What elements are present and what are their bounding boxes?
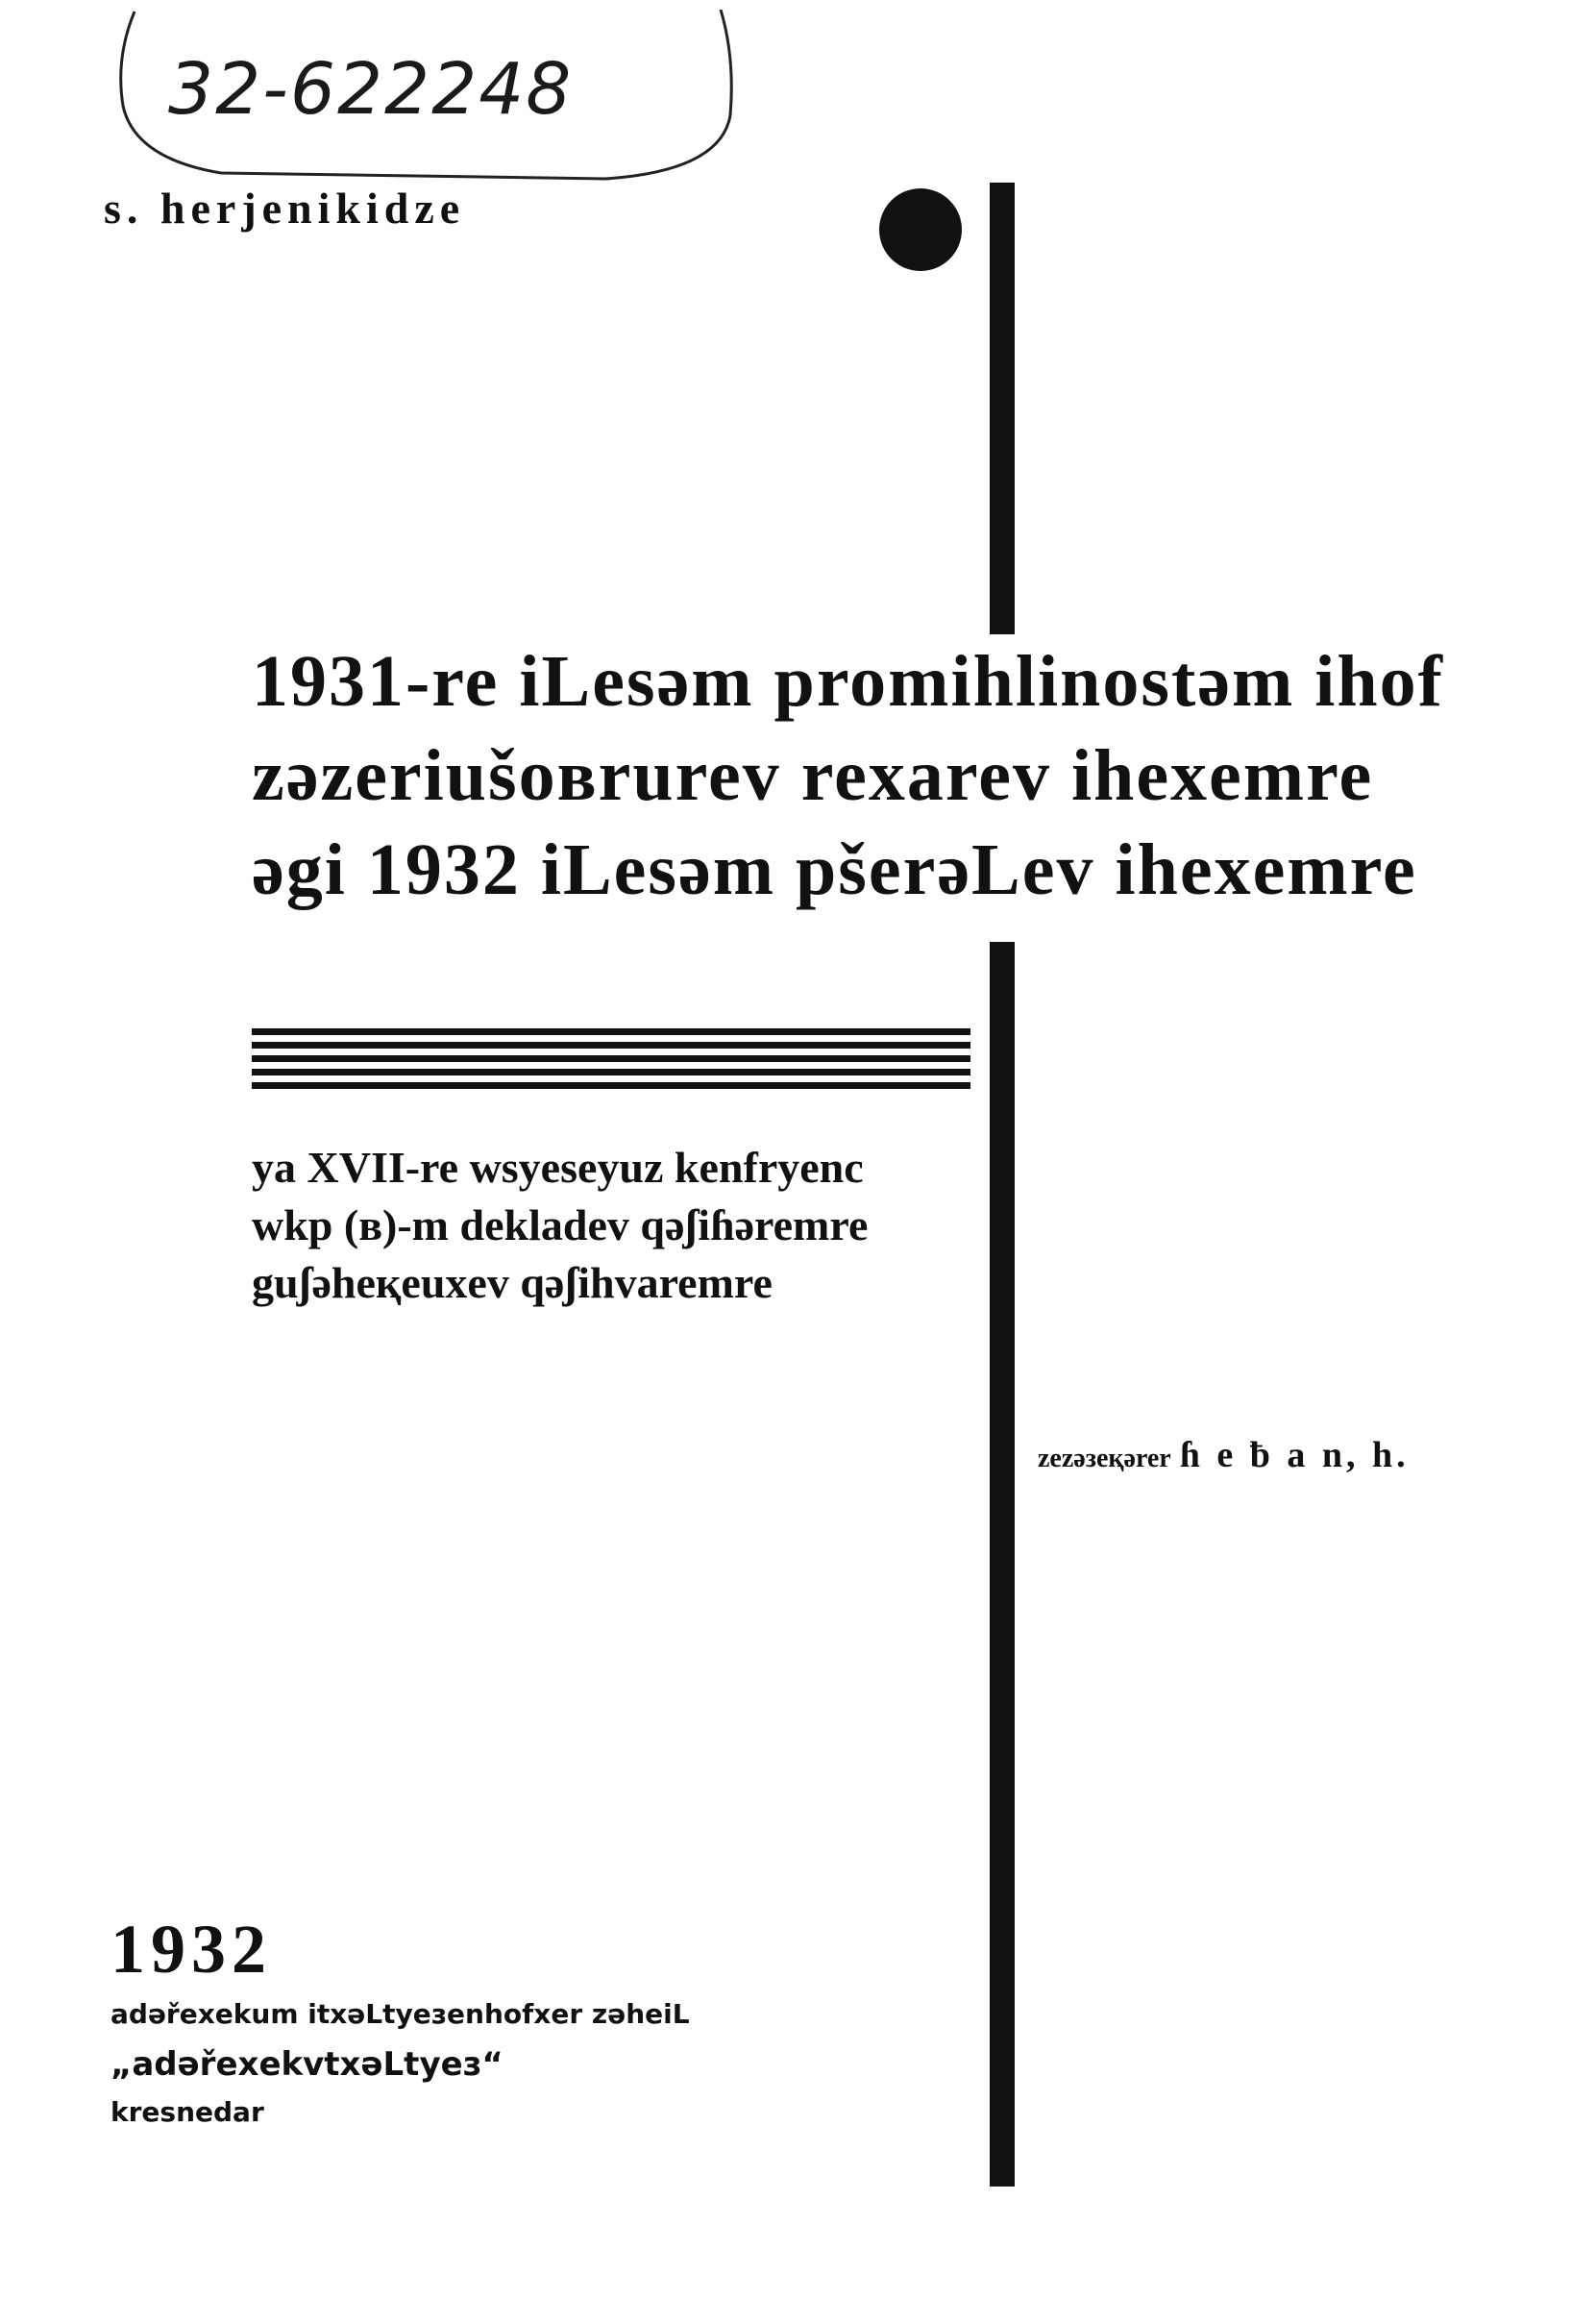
rule-stack <box>252 1028 970 1096</box>
editor-line <box>1038 1434 1410 1476</box>
title-line: zəzeriušoвrurev reхarev ihexemre <box>252 735 1374 816</box>
press-name: „adəřexekvtxəLtyeз“ <box>110 2045 503 2084</box>
horizontal-rule <box>252 1042 970 1049</box>
author-name: s. herjenikidze <box>104 184 466 233</box>
main-title <box>252 634 1491 917</box>
subtitle-line: guʃəheқeuxev qəʃihvaremre <box>252 1258 773 1307</box>
subtitle <box>252 1139 982 1312</box>
subtitle-line: wkp (в)-m dekladev qəʃiɦəremre <box>252 1200 869 1249</box>
editor-label: zezəзeқərer <box>1038 1444 1171 1473</box>
vertical-bar-main <box>990 942 1015 2187</box>
subtitle-line: ya XVII-re wsyeseyuz kenfryenc <box>252 1143 864 1192</box>
horizontal-rule <box>252 1069 970 1075</box>
horizontal-rule <box>252 1055 970 1062</box>
inventory-number: 32-622248 <box>168 48 574 131</box>
vertical-bar-top <box>990 183 1015 634</box>
horizontal-rule <box>252 1028 970 1035</box>
title-line: əgi 1932 iLesəm pšerəLev ihexemre <box>252 829 1417 910</box>
editor-name: ɦ e ƀ a n, h. <box>1179 1435 1410 1475</box>
publication-year: 1932 <box>110 1911 272 1988</box>
imprint <box>110 1908 975 2135</box>
title-line: 1931-re iLesəm promihlinostəm ihof <box>252 641 1444 722</box>
horizontal-rule <box>252 1082 970 1089</box>
publication-city: kresnedar <box>110 2096 264 2128</box>
ornament-dot <box>879 188 962 271</box>
publisher-name: adəřexekum itxəLtyeзenhofxer zəheiL <box>110 1998 690 2030</box>
